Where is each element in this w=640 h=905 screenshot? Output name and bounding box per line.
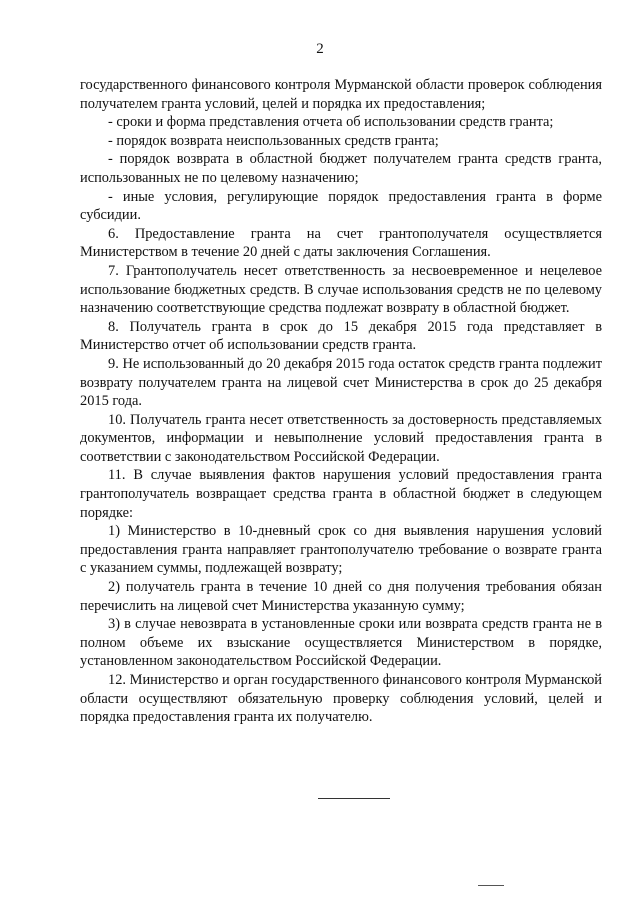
clause-6: 6. Предоставление гранта на счет грантополучателя осуществляется Министерством в течение 20 дней с даты заключения Соглашения.: [80, 225, 602, 261]
clause-9: 9. Не использованный до 20 декабря 2015 года остаток средств гранта подлежит возврату получателем гранта на лицевой счет Министерства в срок до 25 декабря 2015 года.: [80, 355, 602, 410]
clause-8: 8. Получатель гранта в срок до 15 декабря 2015 года представляет в Министерство отчет об использовании средств гранта.: [80, 318, 602, 354]
clause-11-item-2: 2) получатель гранта в течение 10 дней со дня получения требования обязан перечислить на лицевой счет Министерства указанную сумму;: [80, 579, 602, 614]
clause-12: 12. Министерство и орган государственного финансового контроля Мурманской области осуществляют обязательную проверку соблюдения условий, целей и порядка предоставления гранта их получателю.: [80, 672, 602, 726]
document-body: [80, 76, 602, 727]
page-number: 2: [316, 41, 324, 57]
end-separator-line: [318, 798, 390, 799]
clause-11-item-1: 1) Министерство в 10-дневный срок со дня выявления нарушения условий предоставления гранта направляет грантополучателю требование о возврате гранта с указанием суммы, подлежащей возврату;: [80, 523, 602, 577]
footer-mark-line: [478, 885, 504, 886]
list-item-misuse-return: - порядок возврата в областной бюджет получателем гранта средств гранта, использованных не по целевому назначению;: [80, 151, 602, 186]
list-item-other-conditions: - иные условия, регулирующие порядок предоставления гранта в форме субсидии.: [80, 188, 602, 224]
clause-11: 11. В случае выявления фактов нарушения условий предоставления гранта грантополучатель возвращает средства гранта в областной бюджет в следующем порядке:: [80, 467, 602, 521]
clause-7: 7. Грантополучатель несет ответственность за несвоевременное и нецелевое использование бюджетных средств. В случае использования средств не по целевому назначению соответствующие средства подлежат возврату в областной бюджет.: [80, 262, 602, 317]
list-item-unused-return: - порядок возврата неиспользованных средств гранта;: [108, 132, 439, 149]
clause-10: 10. Получатель гранта несет ответственность за достоверность представляемых документов, информации и невыполнение условий предоставления гранта в соответствии с законодательством Российской Федерации.: [80, 411, 602, 465]
paragraph-continuation: государственного финансового контроля Мурманской области проверок соблюдения получателем гранта условий, целей и порядка их предоставления;: [80, 77, 602, 112]
clause-11-item-3: 3) в случае невозврата в установленные сроки или возврата средств гранта не в полном объеме их взыскание осуществляется Министерством в порядке, установленном законодательством Российской Федерации.: [80, 616, 602, 670]
list-item-report-form: - сроки и форма представления отчета об использовании средств гранта;: [108, 114, 554, 131]
